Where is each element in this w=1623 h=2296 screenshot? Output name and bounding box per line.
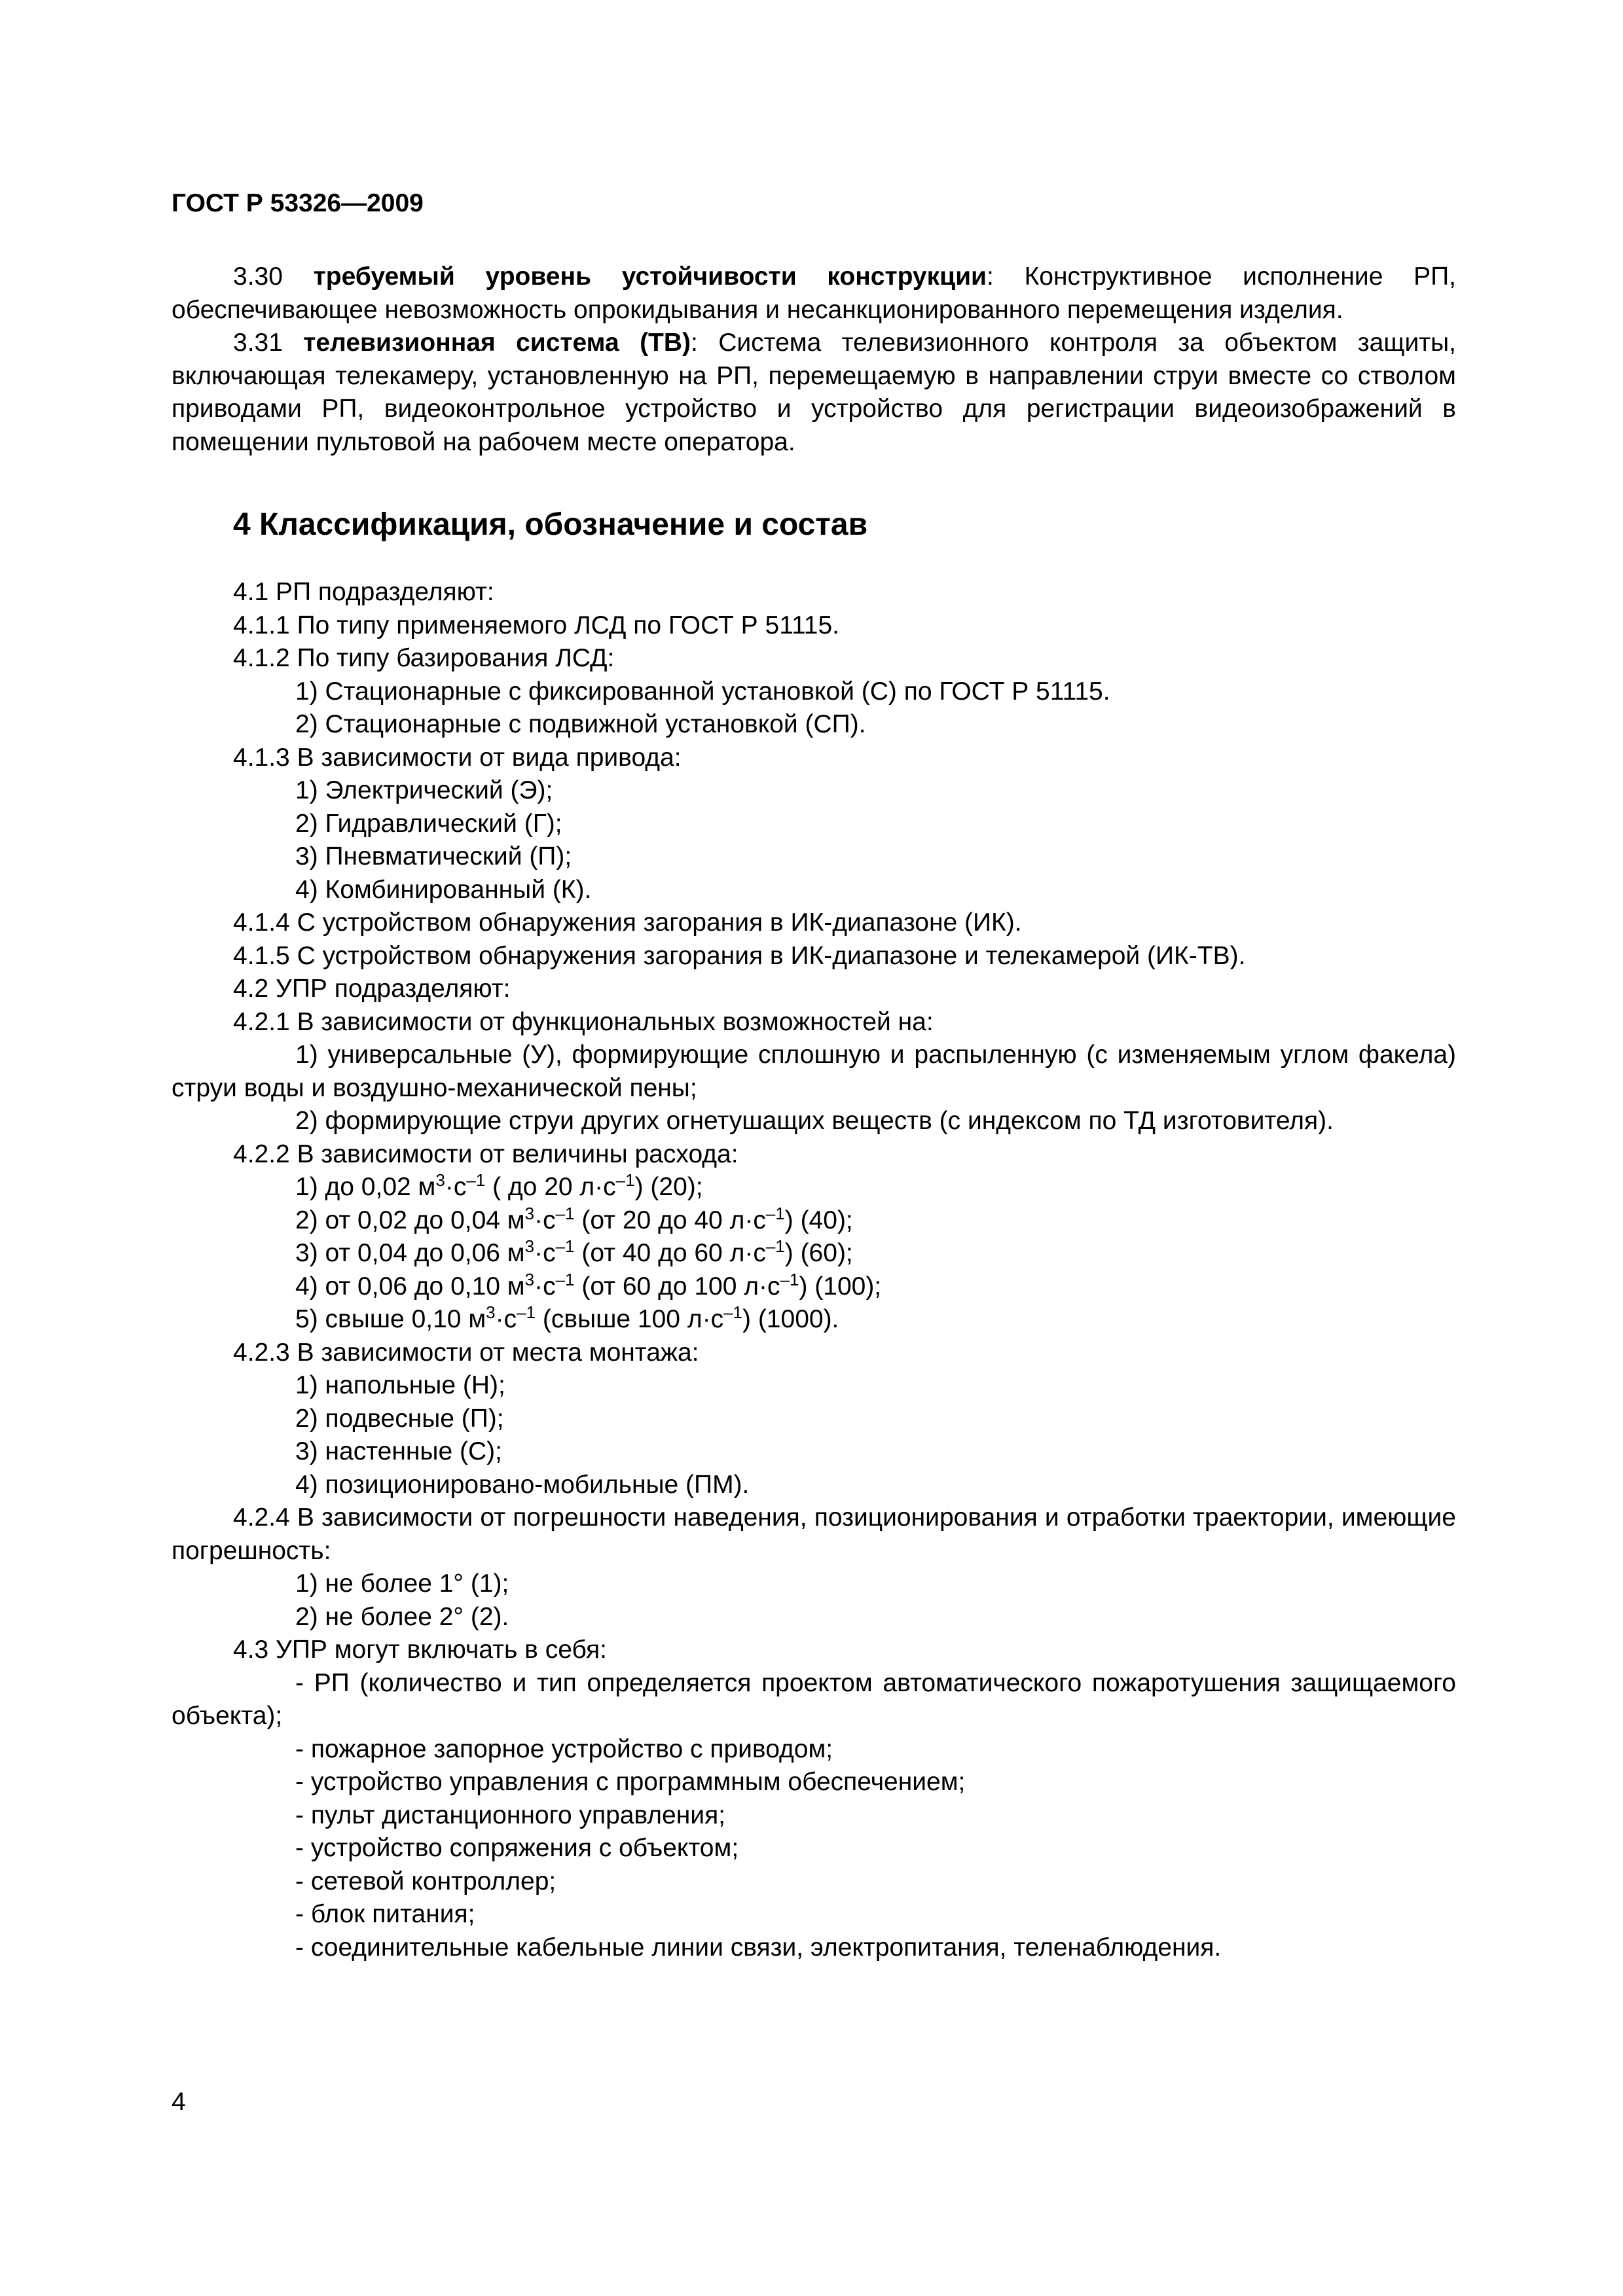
document-body bbox=[172, 260, 1456, 1964]
definition-3-30 bbox=[172, 260, 1456, 327]
clause-4-2: 4.2 УПР подразделяют: bbox=[233, 975, 511, 1003]
definition-term: телевизионная система (ТВ) bbox=[303, 329, 691, 357]
definition-text: : Конструктивное исполнение РП, обеспечивающее невозможность опрокидывания и несанкционированного перемещения изделия. bbox=[172, 262, 1456, 324]
clause-4-2-3: 4.2.3 В зависимости от места монтажа: bbox=[233, 1338, 699, 1367]
list-item: - соединительные кабельные линии связи, электропитания, теленаблюдения. bbox=[295, 1933, 1222, 1962]
list-item: - пожарное запорное устройство с приводом; bbox=[295, 1734, 833, 1763]
clause-4-1-5: 4.1.5 С устройством обнаружения загорания в ИК-диапазоне и телекамерой (ИК-ТВ). bbox=[233, 941, 1246, 970]
list-item: 1) Стационарные с фиксированной установкой (С) по ГОСТ Р 51115. bbox=[295, 677, 1110, 706]
definition-number: 3.30 bbox=[233, 262, 283, 291]
flow-rate-item: 4) от 0,06 до 0,10 $м^3\cdot с^{-1}$ (от 60 до 100 $л\cdot с^{-1}$) (100); bbox=[295, 1269, 882, 1300]
page-number: 4 bbox=[172, 2088, 186, 2116]
list-item: - устройство управления с программным обеспечением; bbox=[295, 1768, 966, 1796]
list-item: 2) не более 2° (2). bbox=[295, 1602, 509, 1631]
definition-3-31 bbox=[172, 327, 1456, 459]
clause-4-2-4: 4.2.4 В зависимости от погрешности наведения, позиционирования и отработки траектории, имеющие погрешность: bbox=[172, 1503, 1456, 1565]
list-item: 3) Пневматический (П); bbox=[295, 842, 572, 870]
list-item: 4) Комбинированный (К). bbox=[295, 875, 592, 904]
list-item: - РП (количество и тип определяется проектом автоматического пожаротушения защищаемого объекта); bbox=[172, 1668, 1456, 1730]
clause-4-1-4: 4.1.4 С устройством обнаружения загорания в ИК-диапазоне (ИК). bbox=[233, 908, 1022, 937]
clause-4-2-2: 4.2.2 В зависимости от величины расхода: bbox=[233, 1139, 739, 1168]
list-item: 2) формирующие струи других огнетушащих веществ (с индексом по ТД изготовителя). bbox=[295, 1107, 1334, 1135]
list-item: 4) позиционировано-мобильные (ПМ). bbox=[295, 1470, 750, 1499]
clause-4-2-1: 4.2.1 В зависимости от функциональных возможностей на: bbox=[233, 1007, 934, 1036]
definition-term: требуемый уровень устойчивости конструкции bbox=[313, 262, 987, 291]
list-item: 3) настенные (С); bbox=[295, 1437, 502, 1465]
section-title: 4 Классификация, обозначение и состав bbox=[233, 507, 868, 542]
definition-number: 3.31 bbox=[233, 329, 283, 357]
definition-text: : Система телевизионного контроля за объектом защиты, включающая телекамеру, установленную на РП, перемещаемую в направлении струи вместе со стволом приводами РП, видеоконтрольное устройство и устройство для регистрации видеоизображений в помещении пультовой на рабочем месте оператора. bbox=[172, 329, 1456, 456]
clause-4-1: 4.1 РП подразделяют: bbox=[233, 578, 494, 606]
flow-rate-item: 5) свыше 0,10 $м^3\cdot с^{-1}$ (свыше 100 $л\cdot с^{-1}$) (1000). bbox=[295, 1302, 839, 1333]
flow-rate-item: 1) до 0,02 $м^3\cdot с^{-1}$ ( до 20 $л\cdot с^{-1}$) (20); bbox=[295, 1170, 703, 1201]
clause-4-1-1: 4.1.1 По типу применяемого ЛСД по ГОСТ Р 51115. bbox=[233, 611, 840, 639]
clause-4-1-2: 4.1.2 По типу базирования ЛСД: bbox=[233, 644, 615, 672]
list-item: 1) универсальные (У), формирующие сплошную и распыленную (с изменяемым углом факела) струи воды и воздушно-механической пены; bbox=[172, 1041, 1456, 1102]
list-item: - устройство сопряжения с объектом; bbox=[295, 1834, 739, 1862]
flow-rate-item: 3) от 0,04 до 0,06 $м^3\cdot с^{-1}$ (от 40 до 60 $л\cdot с^{-1}$) (60); bbox=[295, 1236, 853, 1267]
clause-4-3: 4.3 УПР могут включать в себя: bbox=[233, 1636, 607, 1664]
list-item: 1) не более 1° (1); bbox=[295, 1570, 509, 1598]
list-item: 2) Стационарные с подвижной установкой (СП). bbox=[295, 710, 866, 738]
list-item: 1) Электрический (Э); bbox=[295, 776, 553, 804]
flow-rate-item: 2) от 0,02 до 0,04 $м^3\cdot с^{-1}$ (от 20 до 40 $л\cdot с^{-1}$) (40); bbox=[295, 1203, 853, 1234]
list-item: 1) напольные (Н); bbox=[295, 1371, 505, 1399]
clause-4-1-3: 4.1.3 В зависимости от вида привода: bbox=[233, 743, 682, 772]
list-item: 2) Гидравлический (Г); bbox=[295, 809, 562, 838]
list-item: 2) подвесные (П); bbox=[295, 1404, 504, 1433]
list-item: - сетевой контроллер; bbox=[295, 1867, 556, 1895]
list-item: - блок питания; bbox=[295, 1900, 475, 1928]
list-item: - пульт дистанционного управления; bbox=[295, 1801, 726, 1829]
document-header: ГОСТ Р 53326—2009 bbox=[172, 189, 424, 217]
